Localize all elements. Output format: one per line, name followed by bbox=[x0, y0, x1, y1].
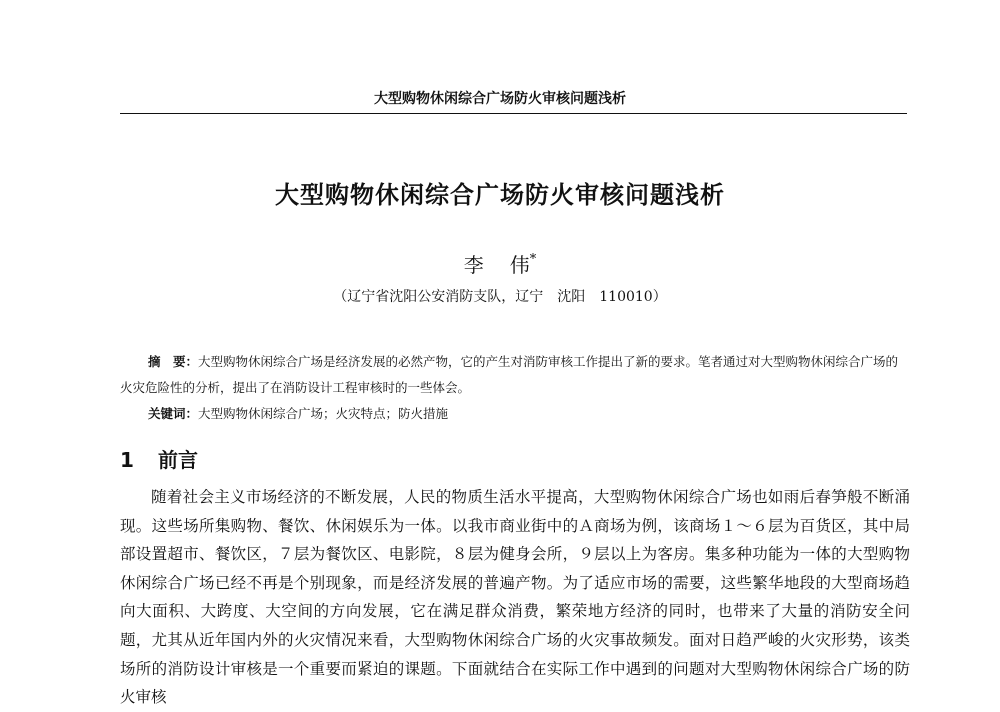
running-header: 大型购物休闲综合广场防火审核问题浅析 bbox=[374, 91, 626, 107]
abstract bbox=[120, 349, 910, 401]
paper-title: 大型购物休闲综合广场防火审核问题浅析 bbox=[275, 181, 725, 209]
body-paragraph: 随着社会主义市场经济的不断发展，人民的物质生活水平提高，大型购物休闲综合广场也如雨后春笋般不断涌现。这些场所集购物、餐饮、休闲娱乐为一体。以我市商业街中的Ａ商场为例，该商场１～６层为百货区，其中局部设置超市、餐饮区，７层为餐饮区、电影院，８层为健身会所，９层以上为客房。集多种功能为一体的大型购物休闲综合广场已经不再是个别现象，而是经济发展的普遍产物。为了适应市场的需要，这些繁华地段的大型商场趋向大面积、大跨度、大空间的方向发展，它在满足群众消费，繁荣地方经济的同时，也带来了大量的消防安全问题，尤其从近年国内外的火灾情况来看，大型购物休闲综合广场的火灾事故频发。面对日趋严峻的火灾形势，该类场所的消防设计审核是一个重要而紧迫的课题。下面就结合在实际工作中遇到的问题对大型购物休闲综合广场的防火审核 bbox=[120, 488, 910, 707]
abstract-text: 大型购物休闲综合广场是经济发展的必然产物，它的产生对消防审核工作提出了新的要求。笔者通过对大型购物休闲综合广场的火灾危险性的分析，提出了在消防设计工程审核时的一些体会。 bbox=[120, 354, 899, 395]
author-name-part2: 伟 bbox=[509, 253, 530, 277]
body-text bbox=[120, 483, 910, 712]
abstract-label: 摘 要： bbox=[148, 354, 199, 369]
section-number: 1 bbox=[120, 448, 134, 472]
affiliation: （辽宁省沈阳公安消防支队，辽宁 沈阳 110010） bbox=[333, 289, 667, 305]
section-heading bbox=[120, 444, 198, 473]
keywords-text: 大型购物休闲综合广场；火灾特点；防火措施 bbox=[198, 406, 449, 421]
keywords bbox=[148, 401, 448, 427]
section-title: 前言 bbox=[158, 448, 198, 472]
author-name-part1: 李 bbox=[463, 253, 484, 277]
author-line bbox=[0, 249, 1000, 278]
keywords-label: 关键词： bbox=[148, 406, 199, 421]
header-rule bbox=[120, 113, 907, 114]
author-footnote-mark: * bbox=[529, 252, 537, 267]
